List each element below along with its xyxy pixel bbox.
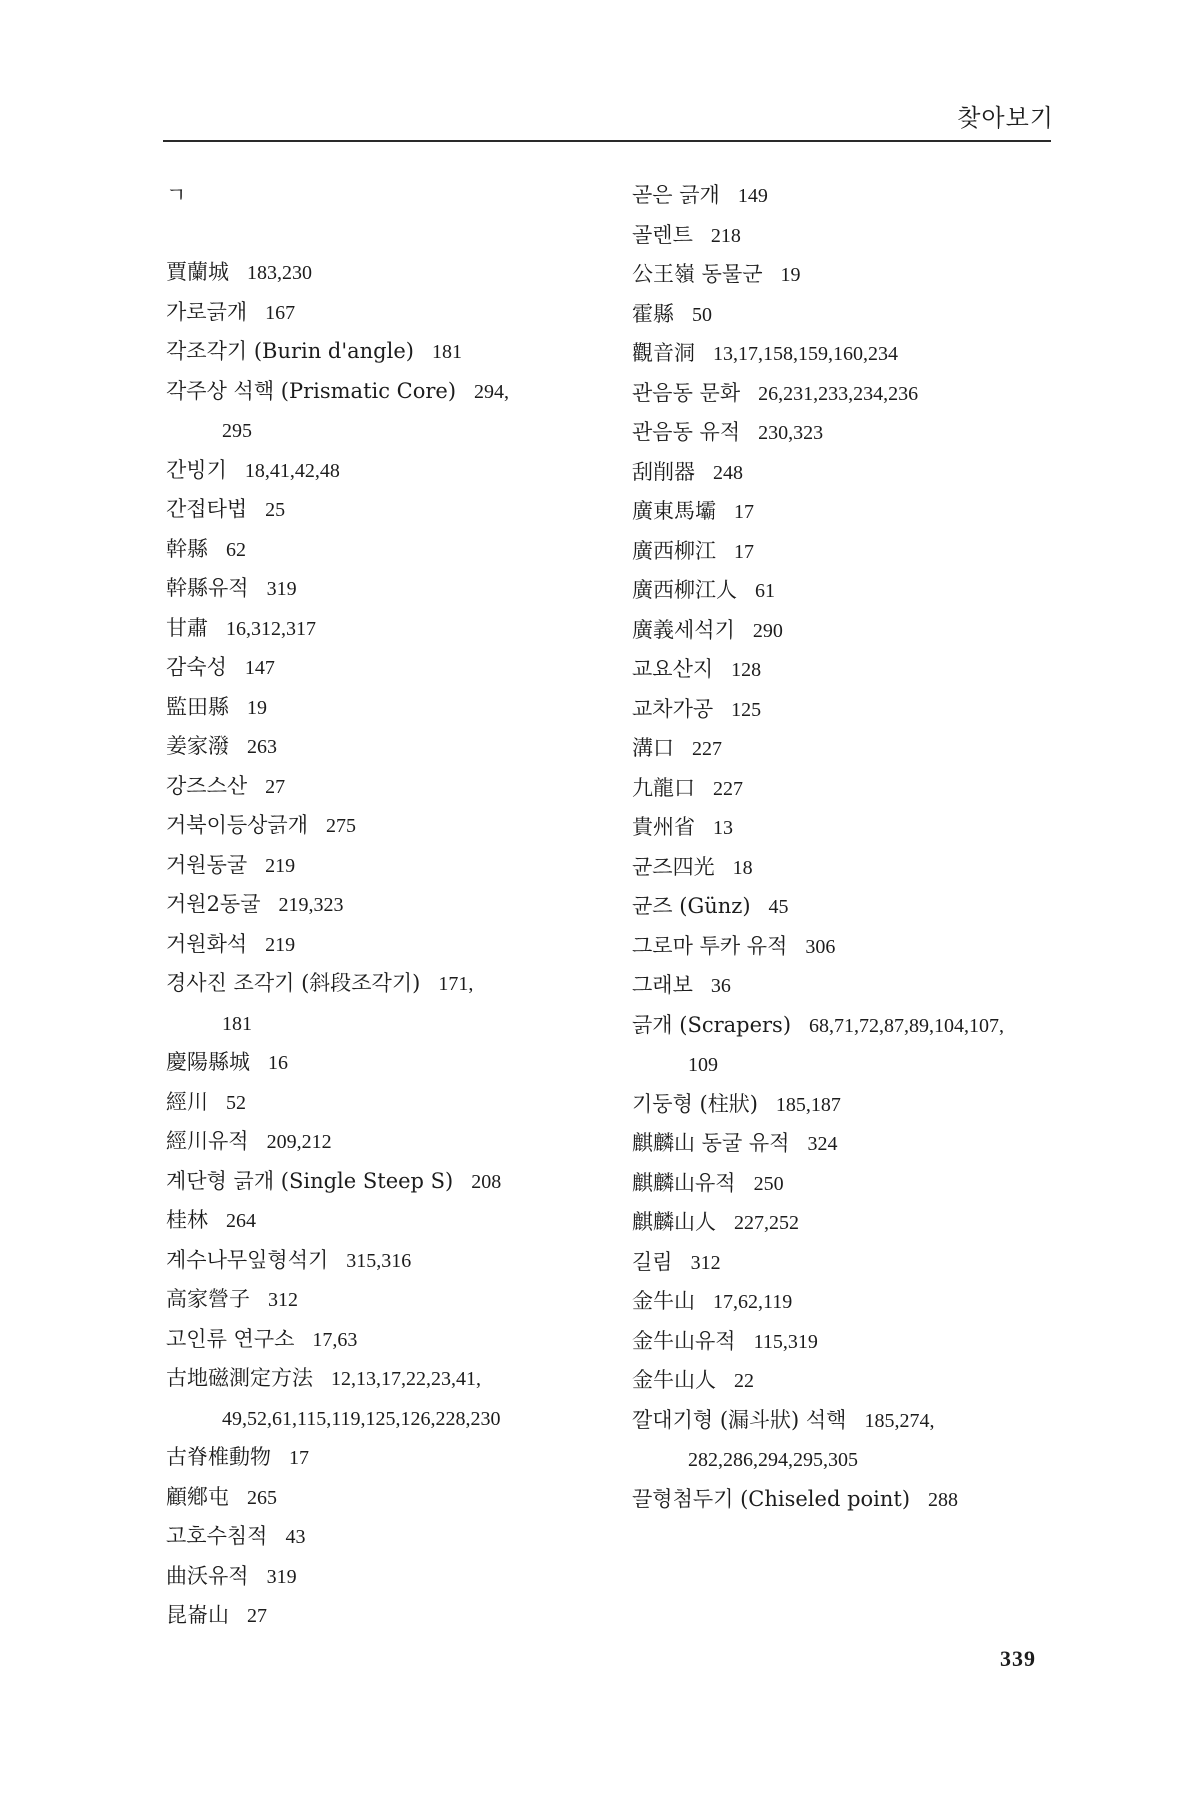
index-entry — [632, 571, 1062, 611]
index-term: 觀音洞 — [632, 341, 695, 365]
index-page-numbers: 18 — [732, 856, 753, 879]
index-page-numbers: 62 — [226, 538, 246, 561]
index-page-numbers: 147 — [244, 657, 275, 679]
index-term: 길림 — [632, 1249, 673, 1274]
index-entry — [632, 650, 1062, 690]
index-entry — [166, 1359, 596, 1399]
index-page-numbers: 45 — [768, 896, 789, 918]
index-term: 각조각기 (Burin d'angle) — [166, 339, 414, 363]
index-term: 곧은 긁개 — [632, 183, 720, 207]
index-entry — [632, 413, 1062, 453]
index-entry-continuation — [166, 411, 596, 451]
index-term: 간접타법 — [166, 497, 248, 521]
index-term: 賈蘭城 — [166, 260, 229, 284]
index-page-numbers: 25 — [265, 499, 286, 521]
index-page-numbers: 16,312,317 — [226, 617, 316, 640]
index-entry — [166, 1122, 596, 1162]
index-page-numbers: 248 — [713, 461, 743, 484]
index-entry — [632, 1322, 1062, 1362]
index-page-numbers: 109 — [688, 1054, 718, 1076]
index-page-numbers: 17 — [734, 501, 754, 523]
index-entry — [632, 492, 1062, 532]
index-page-numbers: 219 — [265, 933, 296, 956]
index-page-numbers: 50 — [692, 303, 712, 326]
index-page-numbers: 27 — [265, 775, 286, 798]
index-term: 균즈四光 — [632, 854, 715, 879]
index-entry — [166, 688, 596, 728]
index-term: 고호수침적 — [166, 1524, 268, 1548]
index-entry — [632, 255, 1062, 295]
index-page-numbers: 18,41,42,48 — [244, 459, 340, 482]
index-page-numbers: 27 — [247, 1605, 267, 1627]
index-page-numbers: 227 — [713, 777, 743, 800]
index-entry — [632, 1164, 1062, 1204]
index-entry — [632, 1006, 1062, 1046]
index-page-numbers: 181 — [431, 341, 462, 363]
index-term: 古地磁測定方法 — [166, 1366, 313, 1390]
index-entry — [632, 769, 1062, 809]
header-rule — [163, 140, 1051, 142]
index-entry — [632, 1480, 1062, 1520]
index-page-numbers: 13,17,158,159,160,234 — [713, 343, 898, 365]
index-term: 慶陽縣城 — [166, 1050, 250, 1074]
index-entry — [166, 1241, 596, 1281]
index-entry — [632, 1401, 1062, 1441]
index-page-numbers: 275 — [326, 815, 357, 837]
index-term: 顧鄕屯 — [166, 1484, 229, 1509]
index-term: 廣西柳江 — [632, 538, 716, 563]
index-term: 麒麟山유적 — [632, 1170, 736, 1195]
index-entry — [632, 1361, 1062, 1401]
index-term: 曲沃유적 — [166, 1563, 249, 1588]
index-page-numbers: 16 — [268, 1052, 288, 1074]
index-entry — [166, 885, 596, 925]
index-entry — [166, 1043, 596, 1083]
index-term: 廣義세석기 — [632, 617, 735, 642]
index-entry — [166, 293, 596, 333]
index-term: 관음동 문화 — [632, 380, 741, 405]
index-entry — [632, 295, 1062, 335]
index-page-numbers: 306 — [805, 935, 836, 958]
index-term: 그래보 — [632, 973, 693, 997]
index-term: 金牛山유적 — [632, 1328, 736, 1353]
running-header-title: 찾아보기 — [957, 104, 1054, 132]
index-entry — [166, 1083, 596, 1123]
index-term: 깔대기형 (漏斗狀) 석핵 — [632, 1407, 847, 1432]
index-entry — [166, 569, 596, 609]
index-entry — [632, 374, 1062, 414]
index-page-numbers: 17 — [289, 1447, 309, 1469]
index-page-numbers: 115,319 — [753, 1330, 818, 1353]
index-column-left — [166, 176, 596, 1636]
index-page-numbers: 128 — [731, 659, 762, 681]
index-term: 기둥형 (柱狀) — [632, 1091, 758, 1116]
index-term: 經川 — [166, 1089, 208, 1114]
index-entry — [166, 1438, 596, 1478]
index-page-numbers: 43 — [285, 1526, 306, 1548]
index-entry — [166, 767, 596, 807]
index-entry — [166, 1557, 596, 1597]
index-term: 고인류 연구소 — [166, 1326, 295, 1351]
index-page-numbers: 218 — [710, 224, 741, 247]
index-term: 계수나무잎형석기 — [166, 1247, 329, 1272]
index-page-numbers: 17 — [734, 540, 754, 563]
index-term: 貴州省 — [632, 815, 695, 839]
index-entry-continuation — [166, 1004, 596, 1044]
index-entry — [166, 1162, 596, 1202]
index-page-numbers: 227,252 — [734, 1212, 799, 1234]
index-entry — [632, 216, 1062, 256]
index-term: 監田縣 — [166, 694, 229, 719]
index-term: 강즈스산 — [166, 773, 248, 798]
index-entry — [632, 453, 1062, 493]
index-page-numbers: 312 — [690, 1251, 721, 1274]
index-page-numbers: 227 — [692, 738, 722, 760]
index-entry — [632, 729, 1062, 769]
index-entry — [632, 532, 1062, 572]
index-page-numbers: 265 — [247, 1486, 277, 1509]
index-term: 관음동 유적 — [632, 420, 741, 444]
index-page-numbers: 219,323 — [278, 894, 344, 916]
index-page-numbers: 319 — [266, 578, 297, 600]
index-page-numbers: 288 — [928, 1488, 959, 1511]
index-term: 九龍口 — [632, 775, 695, 800]
index-entry — [166, 925, 596, 965]
index-term: 경사진 조각기 (斜段조각기) — [166, 971, 421, 995]
index-term: 긁개 (Scrapers) — [632, 1012, 792, 1037]
index-entry — [166, 1320, 596, 1360]
index-term: 姜家潑 — [166, 734, 229, 758]
index-term: 甘肅 — [166, 615, 208, 640]
index-term: 麒麟山 동굴 유적 — [632, 1131, 790, 1155]
index-entry — [166, 451, 596, 491]
index-page-numbers: 185,187 — [775, 1093, 841, 1116]
index-page-numbers: 264 — [226, 1210, 256, 1232]
index-page-numbers: 219 — [265, 854, 296, 877]
index-page-numbers: 17,62,119 — [713, 1291, 793, 1313]
index-entry — [166, 372, 596, 412]
index-entry — [632, 611, 1062, 651]
index-entry — [632, 690, 1062, 730]
index-entry-continuation — [166, 1399, 596, 1439]
index-term: 古脊椎動物 — [166, 1445, 271, 1469]
index-entry — [166, 806, 596, 846]
index-term: 균즈 (Günz) — [632, 894, 751, 918]
index-term: 교차가공 — [632, 696, 714, 721]
index-term: 刮削器 — [632, 459, 695, 484]
index-entry — [166, 609, 596, 649]
index-column-right — [632, 176, 1062, 1519]
index-entry — [632, 1203, 1062, 1243]
index-term: 昆崙山 — [166, 1603, 229, 1627]
index-entry — [632, 1124, 1062, 1164]
index-term: 끌형첨두기 (Chiseled point) — [632, 1486, 911, 1511]
section-letter: ㄱ — [166, 183, 187, 207]
index-term: 각주상 석핵 (Prismatic Core) — [166, 378, 457, 403]
index-page-numbers: 49,52,61,115,119,125,126,228,230 — [222, 1407, 501, 1430]
index-term: 거원2동굴 — [166, 892, 261, 916]
index-term: 幹縣유적 — [166, 576, 249, 600]
index-page-numbers: 185,274, — [864, 1409, 935, 1432]
index-entry — [166, 1280, 596, 1320]
index-entry — [632, 176, 1062, 216]
index-term: 거원화석 — [166, 931, 248, 956]
index-page-numbers: 250 — [753, 1172, 784, 1195]
index-page-numbers: 36 — [710, 975, 731, 997]
index-page-numbers: 312 — [268, 1289, 298, 1311]
index-entry — [166, 253, 596, 293]
index-term: 거원동굴 — [166, 852, 248, 877]
index-term: 金牛山 — [632, 1289, 695, 1313]
index-page-numbers: 290 — [752, 619, 783, 642]
index-page-numbers: 17,63 — [312, 1328, 358, 1351]
index-term: 金牛山人 — [632, 1368, 716, 1392]
index-term: 간빙기 — [166, 457, 227, 482]
index-term: 계단형 긁개 (Single Steep S) — [166, 1168, 454, 1193]
index-entry — [632, 1243, 1062, 1283]
index-page-numbers: 19 — [247, 696, 267, 719]
index-page-numbers: 208 — [471, 1170, 502, 1193]
index-entry — [632, 808, 1062, 848]
index-entry — [632, 927, 1062, 967]
index-page-numbers: 294, — [474, 380, 510, 403]
index-term: 幹縣 — [166, 536, 208, 561]
index-page-numbers: 263 — [247, 736, 277, 758]
index-page-numbers: 13 — [713, 817, 733, 839]
index-entry — [632, 334, 1062, 374]
index-page-numbers: 149 — [737, 185, 768, 207]
page-number: 339 — [1000, 1646, 1036, 1671]
index-entry — [166, 490, 596, 530]
index-entry — [166, 332, 596, 372]
index-entry — [632, 966, 1062, 1006]
index-term: 가로긁개 — [166, 299, 248, 324]
index-term: 桂林 — [166, 1208, 208, 1232]
index-page-numbers: 12,13,17,22,23,41, — [331, 1368, 481, 1390]
index-entry — [166, 530, 596, 570]
index-term: 廣東馬壩 — [632, 499, 716, 523]
index-term: 公王嶺 동물군 — [632, 262, 763, 286]
index-entry — [632, 887, 1062, 927]
index-term: 교요산지 — [632, 657, 714, 681]
left-entries-list — [166, 253, 596, 1636]
index-term: 감숙성 — [166, 655, 227, 679]
index-page-numbers: 183,230 — [247, 262, 312, 284]
index-term: 經川유적 — [166, 1129, 249, 1153]
index-term: 麒麟山人 — [632, 1210, 716, 1234]
index-page-numbers: 315,316 — [346, 1249, 412, 1272]
index-entry — [166, 727, 596, 767]
index-page-numbers: 68,71,72,87,89,104,107, — [809, 1014, 1005, 1037]
index-page-numbers: 319 — [266, 1565, 297, 1588]
index-term: 거북이등상긁개 — [166, 813, 309, 837]
index-entry — [632, 848, 1062, 888]
index-page-numbers: 230,323 — [758, 422, 824, 444]
right-entries-list — [632, 176, 1062, 1519]
index-entry — [166, 648, 596, 688]
index-page-numbers: 282,286,294,295,305 — [688, 1449, 858, 1471]
index-term: 골렌트 — [632, 222, 693, 247]
index-term: 溝口 — [632, 736, 674, 760]
index-entry — [166, 964, 596, 1004]
index-term: 霍縣 — [632, 301, 674, 326]
index-page-numbers: 125 — [731, 698, 762, 721]
index-entry — [632, 1282, 1062, 1322]
index-page-numbers: 209,212 — [266, 1131, 332, 1153]
index-page-numbers: 22 — [734, 1370, 754, 1392]
index-entry — [166, 1596, 596, 1636]
index-page-numbers: 167 — [265, 301, 296, 324]
index-page-numbers: 61 — [755, 580, 775, 602]
index-page-numbers: 26,231,233,234,236 — [758, 382, 919, 405]
index-term: 高家營子 — [166, 1287, 250, 1311]
index-entry — [166, 1201, 596, 1241]
index-page-numbers: 171, — [438, 973, 474, 995]
index-entry-continuation — [632, 1440, 1062, 1480]
index-term: 그로마 투카 유적 — [632, 933, 788, 958]
index-page-numbers: 295 — [222, 420, 252, 442]
index-term: 廣西柳江人 — [632, 578, 737, 602]
index-page-numbers: 19 — [780, 264, 801, 286]
index-entry — [166, 1517, 596, 1557]
index-page-numbers: 181 — [222, 1012, 252, 1035]
index-page-numbers: 324 — [807, 1133, 838, 1155]
index-entry — [632, 1085, 1062, 1125]
index-entry — [166, 1478, 596, 1518]
index-page-numbers: 52 — [226, 1091, 246, 1114]
index-entry — [166, 846, 596, 886]
index-entry-continuation — [632, 1045, 1062, 1085]
